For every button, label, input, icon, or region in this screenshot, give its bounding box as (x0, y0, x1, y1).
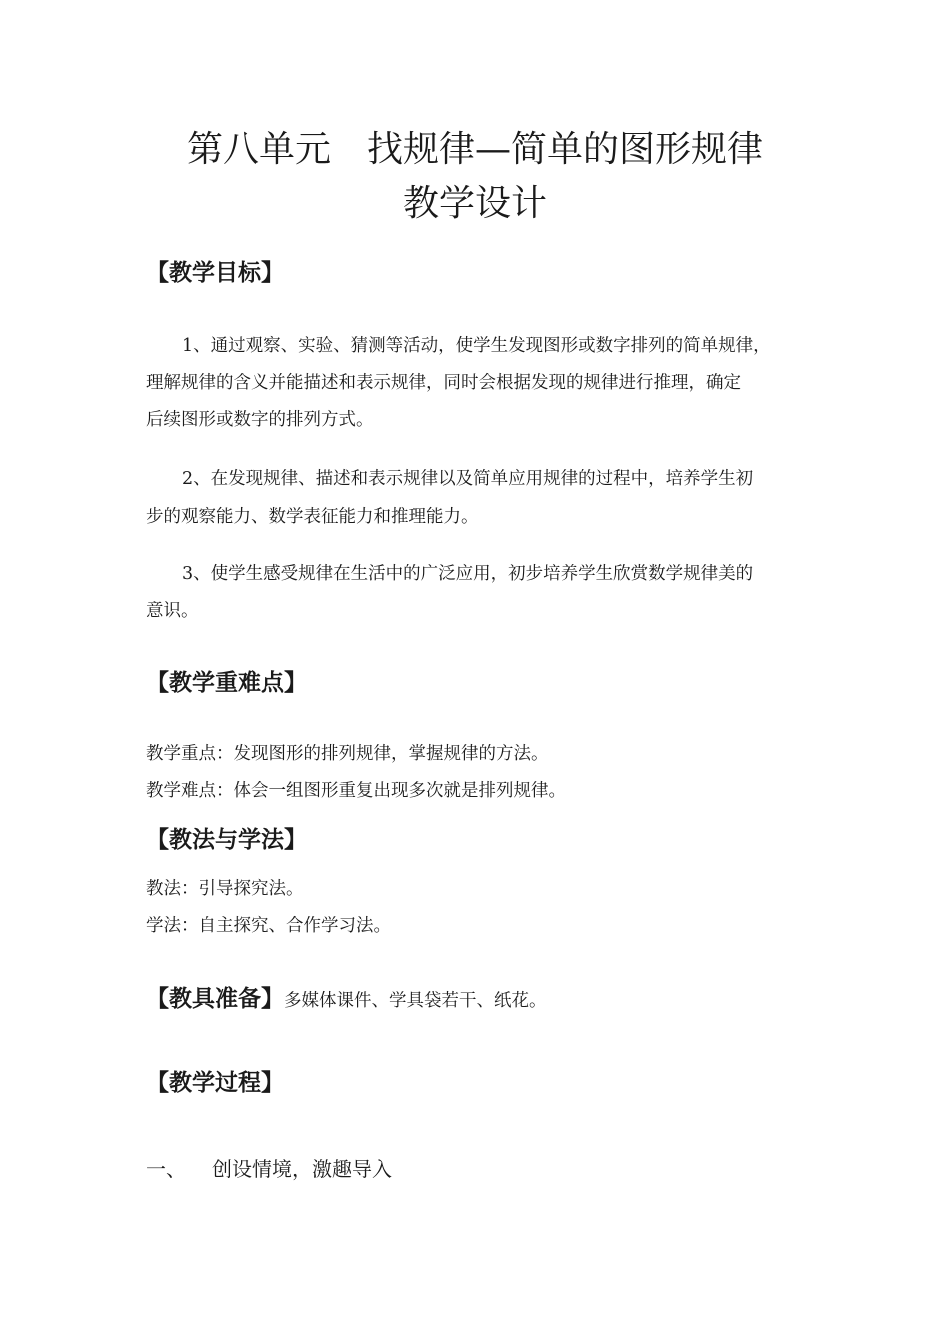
objective-2-line-1: 2、在发现规律、描述和表示规律以及简单应用规律的过程中，培养学生初 (182, 469, 754, 489)
teaching-focus: 教学重点：发现图形的排列规律，掌握规律的方法。 (146, 744, 549, 764)
process-heading: 【教学过程】 (146, 1070, 284, 1096)
methods-heading: 【教法与学法】 (146, 827, 307, 853)
teaching-difficulty: 教学难点：体会一组图形重复出现多次就是排列规律。 (146, 781, 566, 801)
objective-2-line-2: 步的观察能力、数学表征能力和推理能力。 (146, 507, 479, 527)
objectives-heading: 【教学目标】 (146, 260, 284, 286)
teaching-method: 教法：引导探究法。 (146, 879, 304, 899)
objective-3-line-1: 3、使学生感受规律在生活中的广泛应用，初步培养学生欣赏数学规律美的 (182, 564, 754, 584)
objective-1-line-1: 1、通过观察、实验、猜测等活动，使学生发现图形或数字排列的简单规律， (182, 336, 771, 356)
document-title-line-1: 第八单元 找规律—简单的图形规律 (186, 129, 763, 170)
materials-heading (146, 984, 547, 1016)
objective-1-line-2: 理解规律的含义并能描述和表示规律，同时会根据发现的规律进行推理，确定 (146, 373, 741, 393)
materials-heading-label: 【教具准备】 (146, 986, 284, 1012)
objective-3-line-2: 意识。 (146, 601, 199, 621)
learning-method: 学法：自主探究、合作学习法。 (146, 916, 391, 936)
section-1-number: 一、 (146, 1157, 186, 1181)
objective-1-line-3: 后续图形或数字的排列方式。 (146, 410, 374, 430)
key-points-heading: 【教学重难点】 (146, 670, 307, 696)
section-1-title: 创设情境，激趣导入 (212, 1157, 392, 1181)
document-title-line-2: 教学设计 (402, 183, 547, 224)
materials-content: 多媒体课件、学具袋若干、纸花。 (284, 991, 547, 1011)
